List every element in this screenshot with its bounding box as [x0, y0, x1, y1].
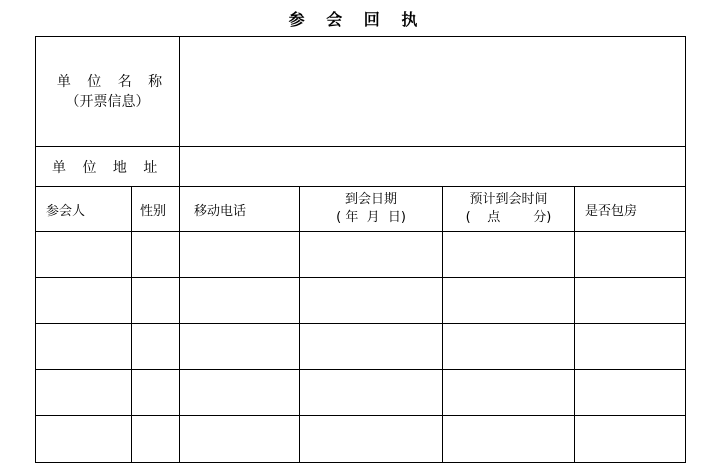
table-cell[interactable] [132, 232, 180, 278]
table-cell[interactable] [180, 232, 300, 278]
table-cell[interactable] [36, 278, 132, 324]
table-cell[interactable] [575, 278, 686, 324]
unit-address-label: 单 位 地 址 [36, 147, 180, 187]
table-cell[interactable] [132, 324, 180, 370]
table-cell[interactable] [180, 416, 300, 463]
table-row [36, 370, 686, 416]
table-row [36, 416, 686, 463]
table-cell[interactable] [443, 370, 575, 416]
table-header-row [36, 187, 686, 232]
header-private-room: 是否包房 [575, 187, 686, 232]
table-cell[interactable] [300, 370, 443, 416]
table-cell[interactable] [300, 416, 443, 463]
table-cell[interactable] [300, 232, 443, 278]
header-attendee: 参会人 [36, 187, 132, 232]
header-mobile: 移动电话 [180, 187, 300, 232]
unit-name-label [36, 37, 180, 147]
table-cell[interactable] [180, 324, 300, 370]
table-cell[interactable] [575, 232, 686, 278]
table-cell[interactable] [575, 416, 686, 463]
table-cell[interactable] [443, 278, 575, 324]
header-arrival-date [300, 187, 443, 232]
table-cell[interactable] [132, 416, 180, 463]
table-row [36, 278, 686, 324]
unit-name-field[interactable] [180, 37, 686, 147]
header-arrival-time [443, 187, 575, 232]
unit-address-row [36, 147, 686, 187]
table-cell[interactable] [300, 324, 443, 370]
table-cell[interactable] [132, 278, 180, 324]
table-cell[interactable] [443, 232, 575, 278]
table-cell[interactable] [300, 278, 443, 324]
table-row [36, 324, 686, 370]
header-arrival-time-label: 预计到会时间 [469, 192, 548, 207]
table-cell[interactable] [443, 324, 575, 370]
header-gender: 性别 [132, 187, 180, 232]
reply-form-table [35, 36, 686, 463]
table-cell[interactable] [36, 370, 132, 416]
form-title: 参 会 回 执 [288, 10, 426, 29]
header-arrival-date-label: 到会日期 [345, 192, 398, 207]
table-cell[interactable] [180, 370, 300, 416]
table-cell[interactable] [132, 370, 180, 416]
table-cell[interactable] [575, 324, 686, 370]
table-row [36, 232, 686, 278]
table-cell[interactable] [443, 416, 575, 463]
table-cell[interactable] [180, 278, 300, 324]
unit-name-label-line1: 单 位 名 称 [56, 73, 169, 90]
header-arrival-time-format: ( 点 分) [465, 210, 552, 225]
header-arrival-date-format: ( 年 月 日) [336, 210, 406, 225]
table-cell[interactable] [575, 370, 686, 416]
table-cell[interactable] [36, 324, 132, 370]
table-cell[interactable] [36, 416, 132, 463]
unit-name-row [36, 37, 686, 147]
table-cell[interactable] [36, 232, 132, 278]
unit-name-label-line2: （开票信息） [65, 93, 150, 110]
unit-address-field[interactable] [180, 147, 686, 187]
